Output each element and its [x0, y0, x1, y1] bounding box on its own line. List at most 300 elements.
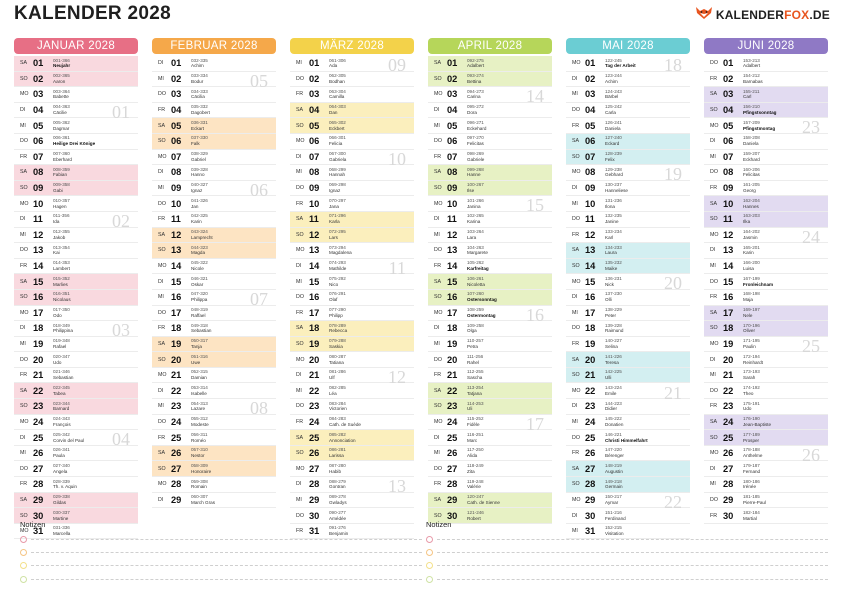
day-row[interactable]	[704, 399, 828, 415]
day-row[interactable]	[14, 72, 138, 88]
day-row[interactable]	[566, 430, 690, 446]
day-of-year: 099-268	[467, 166, 484, 172]
brand-logo[interactable]	[695, 6, 830, 23]
day-info	[467, 307, 496, 319]
day-number: 14	[585, 261, 596, 272]
note-line[interactable]	[426, 533, 828, 546]
weekday-label: MO	[158, 481, 167, 488]
name-day: Sarah	[743, 375, 756, 381]
day-number: 10	[171, 198, 182, 209]
day-row[interactable]	[152, 446, 276, 462]
day-row[interactable]	[428, 383, 552, 399]
day-row[interactable]	[290, 493, 414, 509]
day-number: 05	[447, 120, 458, 131]
day-row[interactable]	[152, 493, 276, 509]
day-row[interactable]	[14, 493, 138, 509]
day-row[interactable]	[290, 259, 414, 275]
day-row[interactable]	[14, 87, 138, 103]
note-line[interactable]	[20, 546, 422, 559]
weekday-label: MI	[572, 418, 578, 425]
day-info	[605, 338, 622, 350]
day-row[interactable]	[428, 430, 552, 446]
day-row[interactable]	[152, 196, 276, 212]
note-line[interactable]	[20, 559, 422, 572]
day-of-year: 101-266	[467, 197, 484, 203]
day-number: 01	[723, 58, 734, 69]
day-info	[53, 338, 70, 350]
day-row[interactable]	[14, 228, 138, 244]
day-row[interactable]	[704, 461, 828, 477]
day-row[interactable]	[566, 87, 690, 103]
day-of-year: 172-194	[743, 353, 760, 359]
day-row[interactable]	[704, 477, 828, 493]
day-of-year: 079-288	[329, 338, 346, 344]
day-of-year: 177-189	[743, 431, 760, 437]
day-row[interactable]	[704, 430, 828, 446]
day-info	[743, 213, 760, 225]
day-of-year: 135-232	[605, 260, 622, 266]
day-row[interactable]	[428, 477, 552, 493]
day-row[interactable]	[290, 150, 414, 166]
day-row[interactable]	[566, 212, 690, 228]
day-row[interactable]	[704, 290, 828, 306]
day-row[interactable]	[428, 103, 552, 119]
day-row[interactable]	[566, 103, 690, 119]
day-of-year: 154-212	[743, 73, 760, 79]
day-row[interactable]	[428, 461, 552, 477]
day-of-year: 110-257	[467, 338, 484, 344]
day-row[interactable]	[566, 477, 690, 493]
day-row[interactable]	[290, 477, 414, 493]
day-of-year: 039-328	[191, 166, 208, 172]
day-row[interactable]	[14, 150, 138, 166]
note-line[interactable]	[20, 573, 422, 586]
day-row[interactable]	[290, 134, 414, 150]
name-day: Annonciation	[329, 437, 356, 443]
day-row[interactable]	[428, 72, 552, 88]
day-info	[605, 354, 622, 366]
day-row[interactable]	[428, 181, 552, 197]
day-of-year: 148-219	[605, 462, 622, 468]
day-info	[329, 89, 346, 101]
name-day: Magdalena	[329, 250, 352, 256]
day-row[interactable]	[152, 259, 276, 275]
day-row[interactable]	[152, 134, 276, 150]
day-row[interactable]	[704, 118, 828, 134]
day-row[interactable]	[152, 337, 276, 353]
day-info	[743, 167, 760, 179]
day-number: 25	[33, 432, 44, 443]
weekday-label: FR	[296, 309, 304, 316]
day-of-year: 055-312	[191, 416, 208, 422]
day-row[interactable]	[704, 228, 828, 244]
day-row[interactable]	[428, 352, 552, 368]
day-number: 16	[171, 292, 182, 303]
day-row[interactable]	[704, 259, 828, 275]
name-day: Gildas	[53, 499, 67, 505]
day-row[interactable]	[566, 118, 690, 134]
weekday-label: MI	[572, 528, 578, 535]
day-info	[743, 447, 762, 459]
day-of-year: 159-207	[743, 151, 760, 157]
day-number: 19	[309, 338, 320, 349]
day-row[interactable]	[152, 103, 276, 119]
day-number: 23	[171, 401, 182, 412]
name-day: Kai	[53, 250, 60, 256]
day-row[interactable]	[14, 368, 138, 384]
page-title: KALENDER 2028	[14, 3, 172, 24]
day-number: 06	[171, 136, 182, 147]
day-row[interactable]	[428, 196, 552, 212]
day-row[interactable]	[152, 87, 276, 103]
day-of-year: 060-307	[191, 494, 208, 500]
day-info	[743, 260, 760, 272]
day-number: 25	[171, 432, 182, 443]
day-row[interactable]	[428, 243, 552, 259]
day-row[interactable]	[566, 368, 690, 384]
day-number: 14	[171, 261, 182, 272]
note-line[interactable]	[426, 559, 828, 572]
day-row[interactable]	[152, 118, 276, 134]
day-row[interactable]	[152, 477, 276, 493]
day-number: 09	[33, 183, 44, 194]
day-row[interactable]	[428, 368, 552, 384]
day-row[interactable]	[14, 181, 138, 197]
day-row[interactable]	[428, 493, 552, 509]
day-info	[191, 245, 208, 257]
day-row[interactable]	[704, 352, 828, 368]
day-number: 26	[33, 448, 44, 459]
day-row[interactable]	[428, 87, 552, 103]
day-row[interactable]	[704, 72, 828, 88]
day-number: 26	[171, 448, 182, 459]
day-row[interactable]	[566, 259, 690, 275]
weekday-label: MO	[158, 153, 167, 160]
day-row[interactable]	[14, 383, 138, 399]
day-row[interactable]	[704, 274, 828, 290]
day-row[interactable]	[428, 415, 552, 431]
name-day: Gabriel	[191, 156, 206, 162]
day-row[interactable]	[152, 150, 276, 166]
day-row[interactable]	[290, 383, 414, 399]
day-row[interactable]	[704, 181, 828, 197]
weekday-label: FR	[710, 185, 718, 192]
day-row[interactable]	[14, 103, 138, 119]
day-row[interactable]	[152, 383, 276, 399]
day-row[interactable]	[566, 383, 690, 399]
day-row[interactable]	[704, 493, 828, 509]
weekday-label: SA	[572, 356, 580, 363]
day-row[interactable]	[290, 165, 414, 181]
day-row[interactable]	[428, 56, 552, 72]
day-row[interactable]	[704, 446, 828, 462]
day-info	[467, 323, 484, 335]
day-info	[191, 276, 208, 288]
day-row[interactable]	[704, 368, 828, 384]
day-row[interactable]	[290, 212, 414, 228]
day-row[interactable]	[152, 181, 276, 197]
day-row[interactable]	[152, 290, 276, 306]
day-row[interactable]	[14, 196, 138, 212]
day-row[interactable]	[566, 72, 690, 88]
day-row[interactable]	[704, 383, 828, 399]
day-row[interactable]	[566, 306, 690, 322]
day-row[interactable]	[566, 493, 690, 509]
day-row[interactable]	[14, 352, 138, 368]
day-number: 06	[723, 136, 734, 147]
day-row[interactable]	[290, 446, 414, 462]
name-day: Sascha	[467, 375, 483, 381]
day-info	[191, 385, 208, 397]
day-of-year: 174-192	[743, 384, 760, 390]
day-of-year: 093-274	[467, 73, 484, 79]
day-of-year: 125-242	[605, 104, 622, 110]
weekday-label: DI	[710, 247, 716, 254]
day-row[interactable]	[14, 134, 138, 150]
day-row[interactable]	[428, 134, 552, 150]
day-row[interactable]	[290, 399, 414, 415]
day-info	[329, 307, 346, 319]
day-row[interactable]	[428, 150, 552, 166]
day-row[interactable]	[566, 196, 690, 212]
day-of-year: 133-234	[605, 229, 622, 235]
day-row[interactable]	[152, 306, 276, 322]
day-row[interactable]	[428, 165, 552, 181]
day-row[interactable]	[14, 399, 138, 415]
day-row[interactable]	[14, 430, 138, 446]
day-row[interactable]	[14, 56, 138, 72]
day-row[interactable]	[290, 228, 414, 244]
day-of-year: 087-280	[329, 462, 346, 468]
day-row[interactable]	[566, 461, 690, 477]
day-row[interactable]	[566, 228, 690, 244]
day-row[interactable]	[704, 103, 828, 119]
day-row[interactable]	[290, 56, 414, 72]
day-row[interactable]	[290, 181, 414, 197]
name-day: Karla	[329, 219, 340, 225]
day-row[interactable]	[152, 321, 276, 337]
day-row[interactable]	[566, 134, 690, 150]
weekday-label: SA	[572, 465, 580, 472]
day-row[interactable]	[566, 56, 690, 72]
name-day: Hanne	[467, 172, 481, 178]
day-number: 21	[33, 370, 44, 381]
day-row[interactable]	[428, 259, 552, 275]
day-info	[743, 120, 775, 132]
day-info	[743, 479, 760, 491]
note-line[interactable]	[20, 533, 422, 546]
day-row[interactable]	[566, 165, 690, 181]
weekday-label: DI	[296, 153, 302, 160]
day-row[interactable]	[152, 72, 276, 88]
day-of-year: 088-279	[329, 478, 346, 484]
weekday-label: DO	[296, 185, 304, 192]
day-row[interactable]	[290, 290, 414, 306]
day-info	[53, 89, 70, 101]
day-row[interactable]	[290, 72, 414, 88]
day-row[interactable]	[428, 212, 552, 228]
day-info	[53, 73, 70, 85]
day-row[interactable]	[428, 337, 552, 353]
weekday-label: SA	[296, 216, 304, 223]
day-of-year: 109-258	[467, 322, 484, 328]
day-row[interactable]	[290, 337, 414, 353]
weekday-label: FR	[434, 263, 442, 270]
weekday-label: MI	[296, 278, 302, 285]
week-number: 20	[664, 273, 682, 294]
day-row[interactable]	[704, 337, 828, 353]
day-row[interactable]	[428, 321, 552, 337]
day-row[interactable]	[566, 399, 690, 415]
day-row[interactable]	[14, 477, 138, 493]
day-row[interactable]	[428, 446, 552, 462]
weekday-label: FR	[296, 528, 304, 535]
note-line[interactable]	[426, 573, 828, 586]
day-row[interactable]	[704, 87, 828, 103]
name-day: Hagen	[53, 203, 67, 209]
day-row[interactable]	[290, 352, 414, 368]
day-info	[743, 307, 760, 319]
day-row[interactable]	[290, 118, 414, 134]
weekday-label: FR	[20, 153, 28, 160]
day-info	[605, 291, 622, 303]
day-row[interactable]	[428, 399, 552, 415]
day-row[interactable]	[152, 430, 276, 446]
day-number: 09	[309, 183, 320, 194]
day-of-year: 102-265	[467, 213, 484, 219]
name-day: Bodhan	[329, 78, 345, 84]
day-info	[53, 494, 70, 506]
name-day: Lars	[329, 234, 338, 240]
day-row[interactable]	[14, 243, 138, 259]
day-of-year: 120-247	[467, 494, 484, 500]
day-row[interactable]	[566, 290, 690, 306]
day-row[interactable]	[290, 87, 414, 103]
day-row[interactable]	[704, 415, 828, 431]
day-row[interactable]	[428, 306, 552, 322]
day-row[interactable]	[704, 306, 828, 322]
day-row[interactable]	[566, 415, 690, 431]
day-row[interactable]	[704, 165, 828, 181]
day-row[interactable]	[428, 228, 552, 244]
day-row[interactable]	[704, 150, 828, 166]
day-row[interactable]	[566, 352, 690, 368]
day-info	[191, 89, 208, 101]
note-dot-icon	[20, 536, 27, 543]
day-row[interactable]	[428, 118, 552, 134]
day-row[interactable]	[152, 228, 276, 244]
weekday-label: SO	[158, 356, 166, 363]
day-info	[329, 198, 346, 210]
day-number: 18	[723, 323, 734, 334]
weekday-label: FR	[434, 372, 442, 379]
day-row[interactable]	[566, 181, 690, 197]
day-number: 20	[723, 354, 734, 365]
day-row[interactable]	[14, 290, 138, 306]
day-row[interactable]	[566, 150, 690, 166]
note-line[interactable]	[426, 546, 828, 559]
day-row[interactable]	[566, 321, 690, 337]
weekday-label: FR	[296, 91, 304, 98]
day-row[interactable]	[14, 446, 138, 462]
day-row[interactable]	[152, 212, 276, 228]
day-row[interactable]	[290, 430, 414, 446]
day-info	[329, 338, 346, 350]
day-row[interactable]	[566, 243, 690, 259]
name-day: Valérie	[467, 484, 481, 490]
week-number: 13	[388, 476, 406, 497]
day-row[interactable]	[704, 56, 828, 72]
day-row[interactable]	[152, 415, 276, 431]
day-row[interactable]	[14, 165, 138, 181]
day-row[interactable]	[152, 56, 276, 72]
day-row[interactable]	[14, 306, 138, 322]
day-of-year: 083-284	[329, 400, 346, 406]
day-row[interactable]	[704, 321, 828, 337]
day-number: 07	[723, 151, 734, 162]
day-row[interactable]	[152, 399, 276, 415]
day-row[interactable]	[704, 243, 828, 259]
name-day: Romain	[191, 484, 207, 490]
name-day: Jean-Baptiste	[743, 421, 772, 427]
day-row[interactable]	[428, 290, 552, 306]
day-row[interactable]	[152, 461, 276, 477]
day-list	[14, 56, 138, 539]
day-row[interactable]	[290, 415, 414, 431]
day-number: 31	[585, 526, 596, 537]
name-day: Ignaz	[191, 188, 203, 194]
day-row[interactable]	[14, 118, 138, 134]
day-row[interactable]	[428, 274, 552, 290]
day-row[interactable]	[14, 337, 138, 353]
day-row[interactable]	[704, 196, 828, 212]
day-row[interactable]	[290, 103, 414, 119]
day-row[interactable]	[14, 212, 138, 228]
day-info	[191, 291, 208, 303]
day-row[interactable]	[290, 306, 414, 322]
day-info	[329, 276, 346, 288]
name-day: Lara	[467, 234, 477, 240]
day-row[interactable]	[566, 446, 690, 462]
day-number: 13	[309, 245, 320, 256]
day-row[interactable]	[566, 274, 690, 290]
day-row[interactable]	[290, 461, 414, 477]
day-row[interactable]	[152, 368, 276, 384]
day-row[interactable]	[290, 196, 414, 212]
weekday-label: SA	[158, 450, 166, 457]
day-row[interactable]	[290, 274, 414, 290]
day-row[interactable]	[152, 165, 276, 181]
day-row[interactable]	[14, 415, 138, 431]
weekday-label: DO	[572, 325, 580, 332]
day-row[interactable]	[14, 461, 138, 477]
day-row[interactable]	[14, 274, 138, 290]
day-row[interactable]	[290, 368, 414, 384]
day-row[interactable]	[704, 212, 828, 228]
name-day: Carla	[605, 110, 616, 116]
day-row[interactable]	[152, 243, 276, 259]
day-row[interactable]	[14, 321, 138, 337]
day-row[interactable]	[152, 274, 276, 290]
day-row[interactable]	[290, 243, 414, 259]
day-row[interactable]	[290, 321, 414, 337]
day-row[interactable]	[14, 259, 138, 275]
day-row[interactable]	[152, 352, 276, 368]
weekday-label: MI	[158, 294, 164, 301]
day-row[interactable]	[566, 337, 690, 353]
day-row[interactable]	[704, 134, 828, 150]
weekday-label: DI	[20, 216, 26, 223]
